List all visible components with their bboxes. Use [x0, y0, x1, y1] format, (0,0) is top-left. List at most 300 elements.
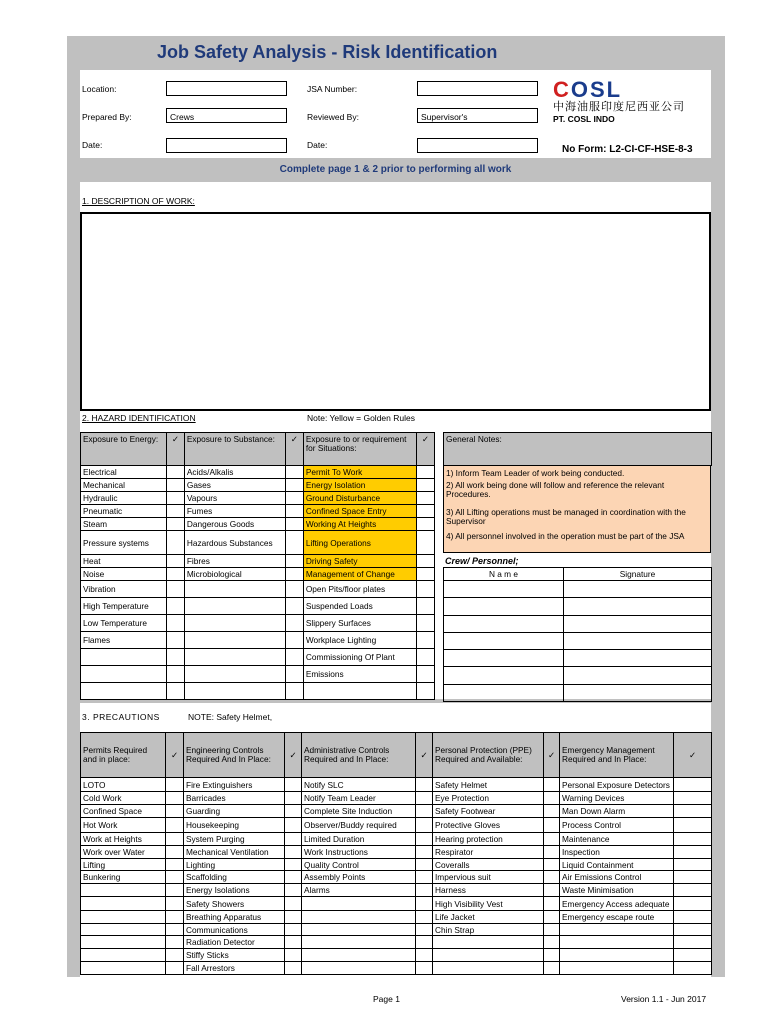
precaution-row	[81, 911, 712, 924]
precaution-row	[81, 846, 712, 859]
check-cell[interactable]	[544, 833, 560, 846]
emergency-header: Emergency Management Required and In Place:	[560, 733, 674, 778]
check-cell[interactable]	[166, 897, 184, 911]
situation-cell: Management of Change	[303, 568, 416, 581]
engineering-cell: Communications	[184, 924, 285, 936]
emergency-cell: Liquid Containment	[560, 859, 674, 871]
emergency-cell	[560, 949, 674, 962]
check-cell[interactable]	[285, 924, 302, 936]
check-cell[interactable]	[416, 846, 433, 859]
check-cell[interactable]	[416, 962, 433, 975]
check-cell[interactable]	[166, 581, 184, 598]
note-helmet: NOTE: Safety Helmet,	[188, 712, 273, 722]
check-cell[interactable]	[285, 962, 302, 975]
check-cell[interactable]	[674, 897, 712, 911]
check-cell[interactable]	[544, 897, 560, 911]
emergency-cell: Warning Devices	[560, 792, 674, 805]
check-cell[interactable]	[674, 962, 712, 975]
substance-cell: Gases	[184, 479, 285, 492]
check-header: ✓	[416, 433, 434, 466]
check-cell[interactable]	[166, 505, 184, 518]
energy-cell	[81, 649, 167, 666]
check-cell[interactable]	[416, 615, 434, 632]
check-cell[interactable]	[416, 531, 434, 555]
crew-row	[444, 615, 712, 632]
hazard-row	[81, 615, 435, 632]
check-cell[interactable]	[416, 598, 434, 615]
cosl-logo	[553, 79, 685, 125]
permit-cell	[81, 911, 166, 924]
check-cell[interactable]	[544, 846, 560, 859]
crew-name-cell[interactable]	[444, 581, 564, 598]
check-cell[interactable]	[166, 911, 184, 924]
crew-signature-cell[interactable]	[564, 615, 712, 632]
admin-header: Administrative Controls Required and In Place:	[302, 733, 416, 778]
hazard-row	[81, 492, 435, 505]
check-cell[interactable]	[166, 683, 184, 700]
check-cell[interactable]	[166, 949, 184, 962]
check-header: ✓	[416, 733, 433, 778]
check-cell[interactable]	[285, 568, 303, 581]
reviewed-by-field[interactable]: Supervisor's	[417, 108, 538, 123]
check-cell[interactable]	[285, 897, 302, 911]
ppe-cell	[433, 962, 544, 975]
precaution-row	[81, 884, 712, 897]
check-cell[interactable]	[166, 792, 184, 805]
ppe-cell: Respirator	[433, 846, 544, 859]
check-cell[interactable]	[166, 598, 184, 615]
permits-header: Permits Required and in place:	[81, 733, 166, 778]
hazard-row	[81, 632, 435, 649]
admin-cell: Limited Duration	[302, 833, 416, 846]
permit-cell	[81, 884, 166, 897]
check-cell[interactable]	[166, 936, 184, 949]
check-cell[interactable]	[674, 778, 712, 792]
check-cell[interactable]	[166, 632, 184, 649]
energy-cell: Heat	[81, 555, 167, 568]
check-cell[interactable]	[674, 846, 712, 859]
check-cell[interactable]	[416, 859, 433, 871]
substance-cell	[184, 632, 285, 649]
check-cell[interactable]	[285, 778, 302, 792]
note-3: 3) All Lifting operations must be managed in coordination with the Supervisor	[446, 507, 686, 526]
admin-cell	[302, 897, 416, 911]
check-cell[interactable]	[285, 871, 302, 884]
ppe-cell: Impervious suit	[433, 871, 544, 884]
admin-cell: Observer/Buddy required	[302, 818, 416, 833]
note-yellow: Note: Yellow = Golden Rules	[307, 413, 415, 423]
check-cell[interactable]	[416, 492, 434, 505]
check-cell[interactable]	[416, 555, 434, 568]
section-precautions: 3. PRECAUTIONS	[82, 712, 160, 722]
crew-signature-cell[interactable]	[564, 632, 712, 649]
engineering-cell: Energy Isolations	[184, 884, 285, 897]
check-cell[interactable]	[544, 949, 560, 962]
general-notes	[443, 465, 711, 553]
check-cell[interactable]	[416, 792, 433, 805]
check-cell[interactable]	[166, 884, 184, 897]
check-cell[interactable]	[416, 871, 433, 884]
energy-cell: Low Temperature	[81, 615, 167, 632]
check-cell[interactable]	[285, 598, 303, 615]
crew-signature-header: Signature	[564, 568, 712, 581]
check-cell[interactable]	[544, 936, 560, 949]
engineering-cell: Lighting	[184, 859, 285, 871]
check-cell[interactable]	[166, 924, 184, 936]
engineering-cell: Stiffy Sticks	[184, 949, 285, 962]
check-cell[interactable]	[166, 846, 184, 859]
admin-cell	[302, 936, 416, 949]
check-cell[interactable]	[674, 833, 712, 846]
substance-cell: Microbiological	[184, 568, 285, 581]
permit-cell: Work over Water	[81, 846, 166, 859]
situation-cell: Permit To Work	[303, 466, 416, 479]
check-cell[interactable]	[416, 949, 433, 962]
logo-c: C	[553, 77, 571, 102]
check-cell[interactable]	[166, 568, 184, 581]
situation-cell: Commissioning Of Plant	[303, 649, 416, 666]
check-cell[interactable]	[416, 683, 434, 700]
check-cell[interactable]	[416, 818, 433, 833]
check-cell[interactable]	[285, 805, 302, 818]
situation-cell: Workplace Lighting	[303, 632, 416, 649]
energy-cell: Hydraulic	[81, 492, 167, 505]
check-cell[interactable]	[674, 949, 712, 962]
emergency-cell: Air Emissions Control	[560, 871, 674, 884]
page-title: Job Safety Analysis - Risk Identification	[157, 42, 498, 62]
admin-cell: Notify Team Leader	[302, 792, 416, 805]
crew-row	[444, 650, 712, 667]
check-cell[interactable]	[544, 911, 560, 924]
crew-signature-cell[interactable]	[564, 650, 712, 667]
jsa-number-field[interactable]	[417, 81, 538, 96]
precaution-row	[81, 833, 712, 846]
energy-cell: Vibration	[81, 581, 167, 598]
check-cell[interactable]	[285, 818, 302, 833]
energy-cell: Steam	[81, 518, 167, 531]
check-cell[interactable]	[166, 666, 184, 683]
hazard-row	[81, 518, 435, 531]
situation-cell: Lifting Operations	[303, 531, 416, 555]
logo-osl: OSL	[570, 77, 623, 102]
emergency-cell: Inspection	[560, 846, 674, 859]
check-cell[interactable]	[166, 833, 184, 846]
check-cell[interactable]	[674, 792, 712, 805]
date-label: Date:	[82, 140, 103, 150]
check-header: ✓	[674, 733, 712, 778]
check-cell[interactable]	[674, 924, 712, 936]
situation-cell: Ground Disturbance	[303, 492, 416, 505]
check-cell[interactable]	[674, 871, 712, 884]
energy-header: Exposure to Energy:	[81, 433, 167, 466]
check-cell[interactable]	[285, 911, 302, 924]
hazard-row	[81, 479, 435, 492]
description-field[interactable]	[80, 212, 711, 411]
ppe-cell: Chin Strap	[433, 924, 544, 936]
check-cell[interactable]	[416, 897, 433, 911]
crew-name-cell[interactable]	[444, 667, 564, 684]
hazard-row	[81, 683, 435, 700]
hazard-table	[80, 432, 435, 700]
check-cell[interactable]	[674, 911, 712, 924]
ppe-cell: Protective Gloves	[433, 818, 544, 833]
emergency-cell: Waste Minimisation	[560, 884, 674, 897]
check-cell[interactable]	[285, 884, 302, 897]
admin-cell	[302, 962, 416, 975]
complete-note: Complete page 1 & 2 prior to performing all work	[279, 164, 512, 175]
check-cell[interactable]	[285, 615, 303, 632]
check-cell[interactable]	[544, 778, 560, 792]
check-cell[interactable]	[166, 615, 184, 632]
check-header: ✓	[166, 433, 184, 466]
precaution-row	[81, 936, 712, 949]
check-cell[interactable]	[544, 792, 560, 805]
check-cell[interactable]	[166, 492, 184, 505]
hazard-row	[81, 505, 435, 518]
situation-header: Exposure to or requirement for Situations:	[303, 433, 416, 466]
engineering-cell: Barricades	[184, 792, 285, 805]
check-header: ✓	[285, 433, 303, 466]
energy-cell: High Temperature	[81, 598, 167, 615]
admin-cell: Quality Control	[302, 859, 416, 871]
check-cell[interactable]	[285, 531, 303, 555]
check-cell[interactable]	[166, 555, 184, 568]
precaution-row	[81, 805, 712, 818]
emergency-cell	[560, 936, 674, 949]
hazard-row	[81, 555, 435, 568]
check-cell[interactable]	[544, 884, 560, 897]
substance-header: Exposure to Substance:	[184, 433, 285, 466]
engineering-cell: Guarding	[184, 805, 285, 818]
check-cell[interactable]	[416, 833, 433, 846]
check-cell[interactable]	[416, 778, 433, 792]
crew-row	[444, 632, 712, 649]
admin-cell: Complete Site Induction	[302, 805, 416, 818]
energy-cell	[81, 666, 167, 683]
section-hazard: 2. HAZARD IDENTIFICATION	[82, 413, 196, 423]
situation-cell: Open Pits/floor plates	[303, 581, 416, 598]
emergency-cell	[560, 924, 674, 936]
emergency-cell	[560, 962, 674, 975]
precaution-row	[81, 778, 712, 792]
check-cell[interactable]	[166, 649, 184, 666]
check-cell[interactable]	[166, 778, 184, 792]
crew-signature-cell[interactable]	[564, 598, 712, 615]
check-cell[interactable]	[416, 479, 434, 492]
precaution-row	[81, 792, 712, 805]
check-cell[interactable]	[285, 581, 303, 598]
energy-cell: Mechanical	[81, 479, 167, 492]
hazard-row	[81, 649, 435, 666]
emergency-cell: Emergency Access adequate	[560, 897, 674, 911]
engineering-cell: System Purging	[184, 833, 285, 846]
check-cell[interactable]	[416, 884, 433, 897]
admin-cell	[302, 949, 416, 962]
check-cell[interactable]	[544, 871, 560, 884]
ppe-cell: High Visibility Vest	[433, 897, 544, 911]
check-cell[interactable]	[416, 581, 434, 598]
permit-cell: Confined Space	[81, 805, 166, 818]
check-cell[interactable]	[285, 492, 303, 505]
situation-cell: Emissions	[303, 666, 416, 683]
energy-cell: Flames	[81, 632, 167, 649]
substance-cell	[184, 615, 285, 632]
check-cell[interactable]	[285, 518, 303, 531]
check-cell[interactable]	[166, 518, 184, 531]
permit-cell	[81, 949, 166, 962]
check-cell[interactable]	[285, 936, 302, 949]
crew-name-cell[interactable]	[444, 632, 564, 649]
permit-cell: Hot Work	[81, 818, 166, 833]
admin-cell: Work Instructions	[302, 846, 416, 859]
check-cell[interactable]	[285, 846, 302, 859]
check-header: ✓	[285, 733, 302, 778]
energy-cell	[81, 683, 167, 700]
admin-cell: Assembly Points	[302, 871, 416, 884]
check-cell[interactable]	[285, 649, 303, 666]
substance-cell: Acids/Alkalis	[184, 466, 285, 479]
check-cell[interactable]	[674, 884, 712, 897]
situation-cell: Energy Isolation	[303, 479, 416, 492]
precautions-table	[80, 732, 712, 975]
ppe-cell: Eye Protection	[433, 792, 544, 805]
emergency-cell: Process Control	[560, 818, 674, 833]
check-cell[interactable]	[166, 818, 184, 833]
check-cell[interactable]	[416, 666, 434, 683]
crew-name-cell[interactable]	[444, 615, 564, 632]
check-cell[interactable]	[674, 936, 712, 949]
engineering-cell: Fire Extinguishers	[184, 778, 285, 792]
check-cell[interactable]	[166, 962, 184, 975]
form-number: No Form: L2-CI-CF-HSE-8-3	[562, 144, 693, 155]
crew-name-cell[interactable]	[444, 684, 564, 701]
check-cell[interactable]	[544, 818, 560, 833]
crew-row	[444, 581, 712, 598]
situation-cell: Confined Space Entry	[303, 505, 416, 518]
situation-cell: Working At Heights	[303, 518, 416, 531]
precaution-row	[81, 962, 712, 975]
check-cell[interactable]	[416, 505, 434, 518]
check-header: ✓	[166, 733, 184, 778]
situation-cell	[303, 683, 416, 700]
crew-signature-cell[interactable]	[564, 667, 712, 684]
check-cell[interactable]	[285, 683, 303, 700]
crew-name-cell[interactable]	[444, 650, 564, 667]
check-cell[interactable]	[674, 859, 712, 871]
hazard-row	[81, 568, 435, 581]
crew-signature-cell[interactable]	[564, 581, 712, 598]
engineering-cell: Safety Showers	[184, 897, 285, 911]
energy-cell: Electrical	[81, 466, 167, 479]
check-cell[interactable]	[544, 962, 560, 975]
location-field[interactable]	[166, 81, 287, 96]
note-2: 2) All work being done will follow and reference the relevant Procedures.	[446, 480, 665, 499]
check-cell[interactable]	[416, 632, 434, 649]
check-cell[interactable]	[416, 924, 433, 936]
check-cell[interactable]	[166, 871, 184, 884]
emergency-cell: Maintenance	[560, 833, 674, 846]
engineering-cell: Housekeeping	[184, 818, 285, 833]
energy-cell: Noise	[81, 568, 167, 581]
prepared-by-label: Prepared By:	[82, 112, 132, 122]
check-cell[interactable]	[166, 531, 184, 555]
check-cell[interactable]	[166, 466, 184, 479]
check-cell[interactable]	[285, 505, 303, 518]
check-cell[interactable]	[285, 632, 303, 649]
date2-field[interactable]	[417, 138, 538, 153]
emergency-cell: Personal Exposure Detectors	[560, 778, 674, 792]
ppe-cell: Harness	[433, 884, 544, 897]
energy-cell: Pressure systems	[81, 531, 167, 555]
check-cell[interactable]	[285, 859, 302, 871]
hazard-row	[81, 666, 435, 683]
ppe-cell: Safety Footwear	[433, 805, 544, 818]
date-field[interactable]	[166, 138, 287, 153]
check-cell[interactable]	[285, 555, 303, 568]
crew-label: Crew/ Personnel;	[445, 556, 519, 566]
check-cell[interactable]	[416, 568, 434, 581]
check-cell[interactable]	[285, 479, 303, 492]
check-cell[interactable]	[166, 859, 184, 871]
engineering-cell: Fall Arrestors	[184, 962, 285, 975]
check-cell[interactable]	[416, 518, 434, 531]
emergency-cell: Man Down Alarm	[560, 805, 674, 818]
precaution-row	[81, 924, 712, 936]
check-cell[interactable]	[416, 466, 434, 479]
ppe-cell: Safety Helmet	[433, 778, 544, 792]
check-cell[interactable]	[544, 859, 560, 871]
notes-header-table	[443, 432, 712, 466]
hazard-row	[81, 466, 435, 479]
check-cell[interactable]	[285, 792, 302, 805]
check-cell[interactable]	[544, 805, 560, 818]
crew-name-header: N a m e	[444, 568, 564, 581]
check-header: ✓	[544, 733, 560, 778]
substance-cell	[184, 581, 285, 598]
check-cell[interactable]	[416, 649, 434, 666]
check-cell[interactable]	[544, 924, 560, 936]
logo-chinese: 中海油服印度尼西亚公司	[553, 101, 685, 113]
substance-cell: Hazardous Substances	[184, 531, 285, 555]
check-cell[interactable]	[285, 949, 302, 962]
engineering-cell: Scaffolding	[184, 871, 285, 884]
check-cell[interactable]	[416, 911, 433, 924]
reviewed-by-label: Reviewed By:	[307, 112, 359, 122]
check-cell[interactable]	[285, 466, 303, 479]
check-cell[interactable]	[166, 479, 184, 492]
ppe-header: Personal Protection (PPE) Required and Available:	[433, 733, 544, 778]
permit-cell: Work at Heights	[81, 833, 166, 846]
check-cell[interactable]	[674, 818, 712, 833]
check-cell[interactable]	[416, 805, 433, 818]
crew-name-cell[interactable]	[444, 598, 564, 615]
substance-cell: Vapours	[184, 492, 285, 505]
check-cell[interactable]	[285, 833, 302, 846]
hazard-row	[81, 598, 435, 615]
admin-cell: Notify SLC	[302, 778, 416, 792]
ppe-cell: Life Jacket	[433, 911, 544, 924]
check-cell[interactable]	[416, 936, 433, 949]
check-cell[interactable]	[285, 666, 303, 683]
check-cell[interactable]	[166, 805, 184, 818]
check-cell[interactable]	[674, 805, 712, 818]
admin-cell	[302, 911, 416, 924]
version: Version 1.1 - Jun 2017	[621, 994, 707, 1004]
crew-row	[444, 684, 712, 701]
crew-signature-cell[interactable]	[564, 684, 712, 701]
hazard-row	[81, 531, 435, 555]
prepared-by-field[interactable]: Crews	[166, 108, 287, 123]
